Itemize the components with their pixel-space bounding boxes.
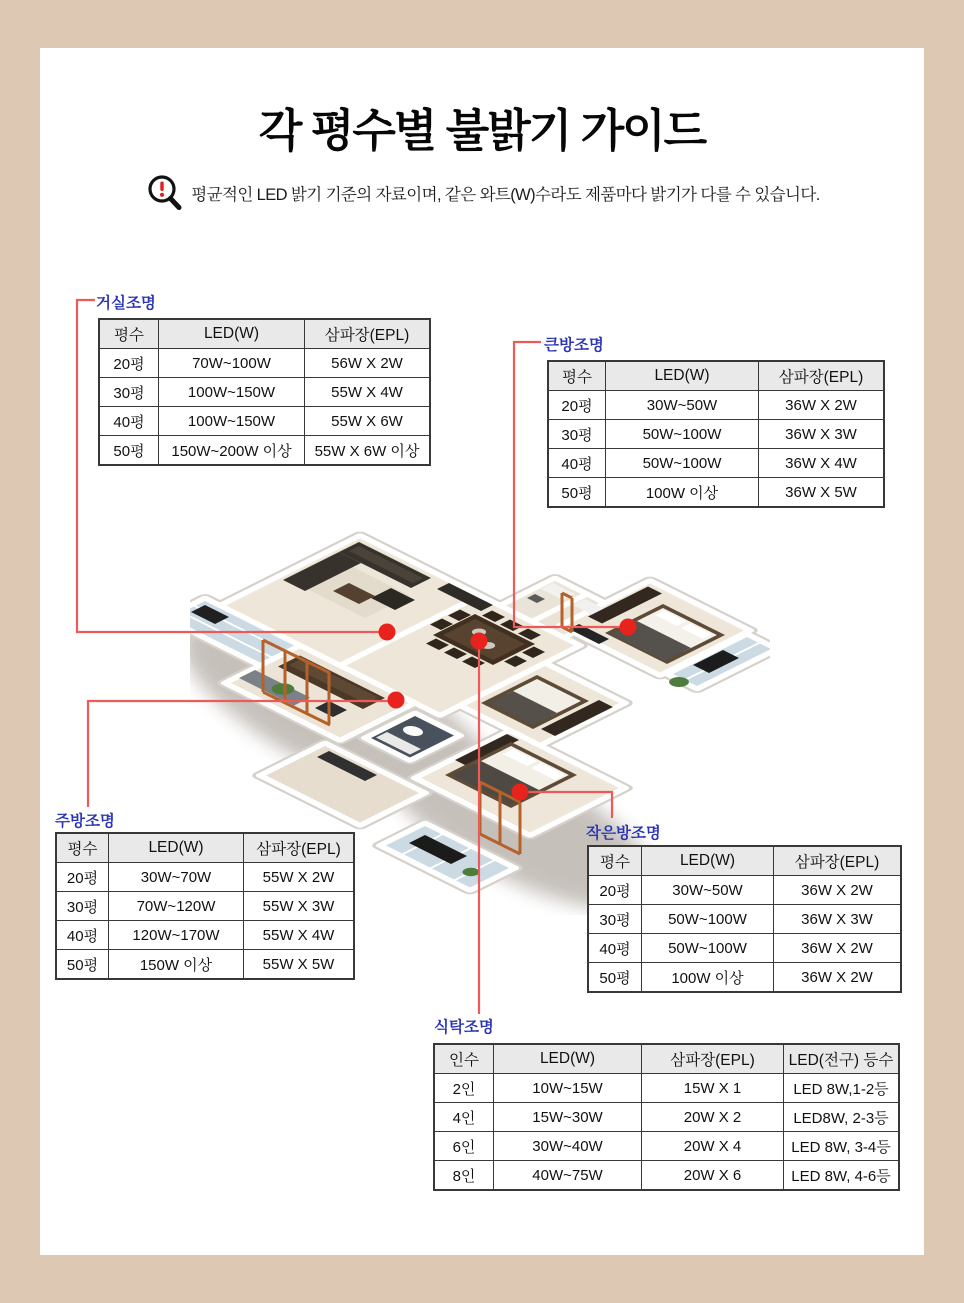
cell: 55W X 6W: [305, 407, 431, 436]
notice-row: [0, 172, 964, 214]
cell: 36W X 2W: [759, 391, 885, 420]
cell: 36W X 3W: [774, 905, 902, 934]
cell: 55W X 4W: [244, 921, 355, 950]
notice-text: 평균적인 LED 밝기 기준의 자료이며, 같은 와트(W)수라도 제품마다 밝기가 다를 수 있습니다.: [191, 186, 820, 204]
table-dining: [433, 1043, 900, 1191]
cell: 20평: [588, 876, 642, 905]
cell: 20평: [56, 863, 109, 892]
column-header: 삼파장(EPL): [774, 846, 902, 876]
cell: 55W X 2W: [244, 863, 355, 892]
cell: LED 8W,1-2등: [784, 1074, 900, 1103]
table-row: [588, 934, 901, 963]
table-row: [56, 892, 354, 921]
table-row: [56, 950, 354, 980]
table-row: [434, 1103, 899, 1132]
column-header: 인수: [434, 1044, 494, 1074]
cell: 50평: [548, 478, 606, 508]
table-row: [99, 378, 430, 407]
cell: 40W~75W: [494, 1161, 642, 1191]
cell: 100W 이상: [606, 478, 759, 508]
table-row: [56, 921, 354, 950]
column-header: LED(W): [109, 833, 244, 863]
section-label-kitchen: 주방조명: [55, 813, 115, 830]
cell: 40평: [548, 449, 606, 478]
table-bigroom: [547, 360, 885, 508]
cell: 30평: [588, 905, 642, 934]
table-row: [548, 449, 884, 478]
table-row: [548, 478, 884, 508]
column-header: LED(W): [159, 319, 305, 349]
section-label-smallroom: 작은방조명: [586, 825, 661, 842]
column-header: 삼파장(EPL): [759, 361, 885, 391]
cell: 70W~120W: [109, 892, 244, 921]
column-header: 삼파장(EPL): [642, 1044, 784, 1074]
column-header: 삼파장(EPL): [305, 319, 431, 349]
cell: 100W 이상: [642, 963, 774, 993]
column-header: 평수: [548, 361, 606, 391]
section-label-dining: 식탁조명: [434, 1019, 494, 1036]
column-header: 삼파장(EPL): [244, 833, 355, 863]
cell: 6인: [434, 1132, 494, 1161]
section-label-bigroom: 큰방조명: [544, 337, 604, 354]
cell: 40평: [99, 407, 159, 436]
table-row: [588, 905, 901, 934]
cell: 50평: [588, 963, 642, 993]
cell: 55W X 4W: [305, 378, 431, 407]
cell: 15W X 1: [642, 1074, 784, 1103]
cell: 30W~70W: [109, 863, 244, 892]
cell: 30평: [99, 378, 159, 407]
cell: 30W~50W: [606, 391, 759, 420]
cell: 50W~100W: [642, 934, 774, 963]
table-living: [98, 318, 431, 466]
cell: 50W~100W: [606, 449, 759, 478]
column-header: LED(전구) 등수: [784, 1044, 900, 1074]
column-header: 평수: [56, 833, 109, 863]
cell: 150W 이상: [109, 950, 244, 980]
table-row: [548, 391, 884, 420]
cell: 20평: [99, 349, 159, 378]
table-smallroom: [587, 845, 902, 993]
cell: 20W X 4: [642, 1132, 784, 1161]
cell: LED8W, 2-3등: [784, 1103, 900, 1132]
cell: 40평: [56, 921, 109, 950]
column-header: LED(W): [642, 846, 774, 876]
cell: 50W~100W: [606, 420, 759, 449]
table-row: [99, 407, 430, 436]
cell: 36W X 5W: [759, 478, 885, 508]
cell: 2인: [434, 1074, 494, 1103]
cell: LED 8W, 4-6등: [784, 1161, 900, 1191]
cell: 36W X 2W: [774, 876, 902, 905]
cell: LED 8W, 3-4등: [784, 1132, 900, 1161]
cell: 36W X 2W: [774, 963, 902, 993]
cell: 100W~150W: [159, 378, 305, 407]
cell: 100W~150W: [159, 407, 305, 436]
column-header: 평수: [588, 846, 642, 876]
table-kitchen: [55, 832, 355, 980]
table-row: [99, 349, 430, 378]
cell: 120W~170W: [109, 921, 244, 950]
table-row: [434, 1074, 899, 1103]
cell: 20평: [548, 391, 606, 420]
column-header: 평수: [99, 319, 159, 349]
cell: 55W X 3W: [244, 892, 355, 921]
cell: 40평: [588, 934, 642, 963]
table-row: [434, 1161, 899, 1191]
cell: 15W~30W: [494, 1103, 642, 1132]
cell: 70W~100W: [159, 349, 305, 378]
table-row: [548, 420, 884, 449]
cell: 4인: [434, 1103, 494, 1132]
magnifier-exclamation-icon: [144, 172, 184, 214]
cell: 55W X 5W: [244, 950, 355, 980]
column-header: LED(W): [606, 361, 759, 391]
section-label-living: 거실조명: [96, 295, 156, 312]
column-header: LED(W): [494, 1044, 642, 1074]
cell: 50W~100W: [642, 905, 774, 934]
table-row: [434, 1132, 899, 1161]
cell: 36W X 4W: [759, 449, 885, 478]
cell: 55W X 6W 이상: [305, 436, 431, 466]
cell: 150W~200W 이상: [159, 436, 305, 466]
cell: 30W~40W: [494, 1132, 642, 1161]
cell: 36W X 2W: [774, 934, 902, 963]
table-row: [99, 436, 430, 466]
cell: 10W~15W: [494, 1074, 642, 1103]
cell: 30W~50W: [642, 876, 774, 905]
table-row: [588, 876, 901, 905]
cell: 50평: [99, 436, 159, 466]
table-row: [56, 863, 354, 892]
cell: 20W X 2: [642, 1103, 784, 1132]
cell: 30평: [56, 892, 109, 921]
cell: 20W X 6: [642, 1161, 784, 1191]
cell: 50평: [56, 950, 109, 980]
cell: 36W X 3W: [759, 420, 885, 449]
table-row: [588, 963, 901, 993]
cell: 56W X 2W: [305, 349, 431, 378]
cell: 8인: [434, 1161, 494, 1191]
page-title: 각 평수별 불밝기 가이드: [258, 105, 706, 156]
cell: 30평: [548, 420, 606, 449]
